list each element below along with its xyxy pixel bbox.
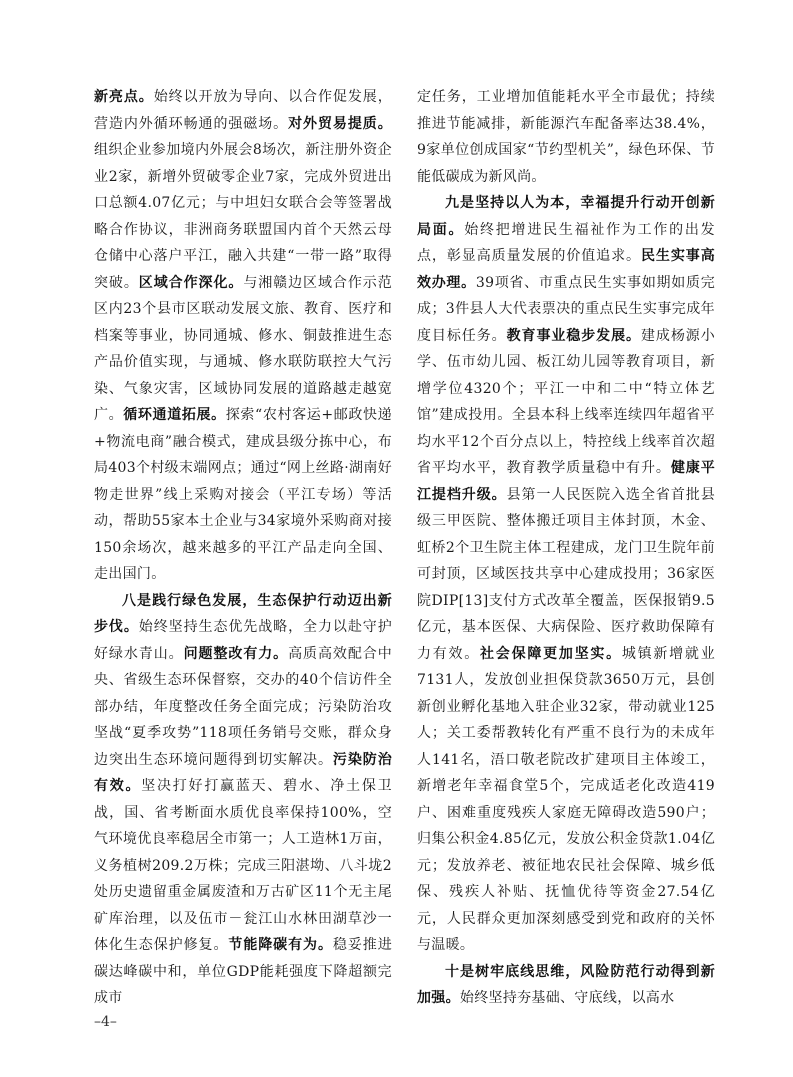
text-run: 县第一人民医院入选全省首批县级三甲医院、整体搬迁项目主体封顶，木金、虹桥2个卫生院主体工程建成，龙门卫生院年前可封顶，区域医技共享中心建成投用；36家医院DIP[13]支付方式改革全覆盖，医保报销9.5亿元，基本医保、大病保险、医疗救助保障有力有效。 (417, 486, 715, 662)
paragraph (94, 588, 392, 1012)
bold-heading-run: 对外贸易提质。 (288, 115, 392, 132)
bold-heading-run: 循环通道拓展。 (123, 407, 226, 423)
text-run: 始终坚持夯基础、守底线，以高水 (459, 990, 675, 1006)
text-run: 始终把增进民生福祉作为工作的出发点，彰显高质量发展的价值追求。 (417, 221, 715, 264)
bold-heading-run: 教育事业稳步发展。 (506, 327, 641, 344)
bold-heading-run: 新亮点。 (94, 89, 154, 105)
text-run: 城镇新增就业7131人，发放创业担保贷款3650万元，县创新创业孵化基地入驻企业32家，带动就业125人；关工委帮教转化有严重不良行为的未成年人141名，浯口敬老院改扩建项目主体竣工，新增老年幸福食堂5个，完成适老化改造419户、困难重度残疾人家庭无障碍改造590户；归集公积金4.85亿元，发放公积金贷款1.04亿元；发放养老、被征地农民社会保障、城乡低保、残疾人补贴、抚恤优待等资金27.54亿元，人民群众更加深刻感受到党和政府的关怀与温暖。 (417, 645, 715, 953)
text-run: 39项省、市重点民生实事如期如质完成；3件县人大代表票决的重点民生实事完成年度目标任务。 (417, 274, 715, 344)
paragraph (94, 84, 392, 588)
text-run: 探索“农村客运+邮政快递+物流电商”融合模式，建成县级分拣中心，布局403个村级末端网点；通过“网上丝路·湖南好物走世界”线上采购对接会（平江专场）等活动，帮助55家本土企业与34家境外采购商对接150余场次，越来越多的平江产品走向全国、走出国门。 (94, 407, 392, 582)
bold-heading-run: 区域合作深化。 (138, 274, 244, 291)
bold-heading-run: 九是坚持以人为本，幸福提升行动开创新局面。 (417, 195, 715, 238)
text-run: 组织企业参加境内外展会8场次，新注册外资企业2家，新增外贸破零企业7家，完成外贸进出口总额4.07亿元；与中坦妇女联合会等签署战略合作协议，非洲商务联盟国内首个天然云母仓储中心落户平江，融入共建“一带一路”取得突破。 (94, 142, 392, 291)
text-run: 建成杨源小学、伍市幼儿园、板江幼儿园等教育项目，新增学位4320个；平江一中和二中“特立体艺馆”建成投用。全县本科上线率连续四年超省平均水平12个百分点以上，特控线上线率首次超省平均水平，教育教学质量稳中有升。 (417, 327, 716, 476)
bold-heading-run: 节能降碳有为。 (228, 937, 333, 953)
left-text-column (94, 84, 392, 1012)
bold-heading-run: 健康平江提档升级。 (417, 460, 715, 503)
text-run: 坚决打好打赢蓝天、碧水、净土保卫战，国、省考断面水质优良率保持100%，空气环境优良率稳居全市第一；人工造林1万亩，义务植树209.2万株；完成三阳湛坳、八斗垅2处历史遗留重金属废渣和万古矿区11个无主尾矿库治理，以及伍市－瓮江山水林田湖草沙一体化生态保护修复。 (94, 778, 392, 953)
right-text-column (417, 84, 715, 1012)
bold-heading-run: 社会保障更加坚实。 (480, 645, 622, 662)
text-run: 定任务，工业增加值能耗水平全市最优；持续推进节能减排，新能源汽车配备率达38.4%，9家单位创成国家“节约型机关”，绿色环保、节能低碳成为新风尚。 (417, 89, 715, 185)
bold-heading-run: 污染防治有效。 (94, 751, 392, 794)
paragraph (417, 959, 715, 1012)
text-run: 与湘赣边区域合作示范区内23个县市区联动发展文旅、教育、医疗和档案等事业，协同通城、修水、铜鼓推进生态产品价值实现，与通城、修水联防联控大气污染、气象灾害，区域协同发展的道路越走越宽广。 (94, 274, 392, 423)
paragraph (417, 84, 715, 190)
bold-heading-run: 问题整改有力。 (183, 645, 289, 662)
text-run: 始终坚持生态优先战略，全力以赴守护好绿水青山。 (94, 619, 392, 662)
text-run: 高质高效配合中央、省级生态环保督察，交办的40个信访件全部办结，年度整改任务全面完成；污染防治攻坚战“夏季攻势”118项任务销号交账，群众身边突出生态环境问题得到切实解决。 (94, 645, 392, 768)
paragraph (417, 190, 715, 959)
page-number: –4– (94, 1014, 117, 1030)
bold-heading-run: 八是践行绿色发展，生态保护行动迈出新步伐。 (94, 592, 392, 635)
text-run: 始终以开放为导向、以合作促发展，营造内外循环畅通的强磁场。 (94, 89, 392, 132)
text-run: 稳妥推进碳达峰碳中和，单位GDP能耗强度下降超额完成市 (94, 937, 392, 1006)
bold-heading-run: 民生实事高效办理。 (417, 248, 716, 291)
bold-heading-run: 十是树牢底线思维，风险防范行动得到新加强。 (417, 963, 715, 1006)
